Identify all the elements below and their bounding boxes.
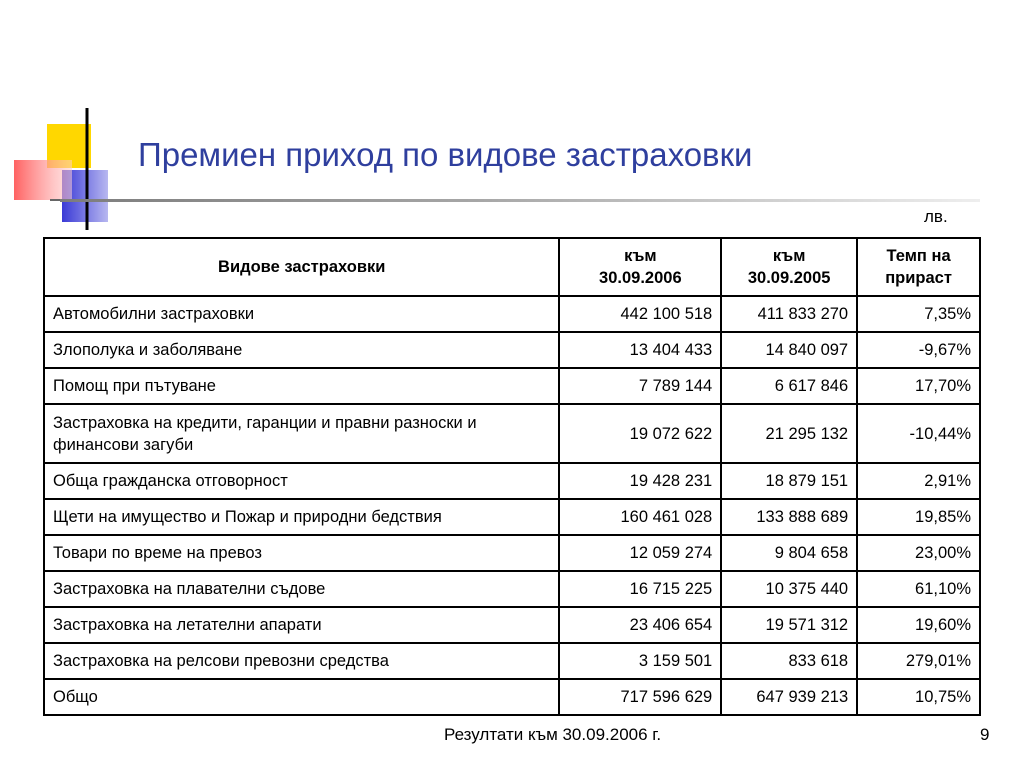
slide-title: Премиен приход по видове застраховки (138, 136, 753, 173)
row-value-2005: 21 295 132 (721, 404, 857, 463)
row-value-2005: 19 571 312 (721, 607, 857, 643)
table-row (44, 535, 980, 571)
row-value-2005: 647 939 213 (721, 679, 857, 715)
decorative-squares-logo (0, 100, 140, 230)
row-name: Злополука и заболяване (44, 332, 559, 368)
header-2005: към 30.09.2005 (721, 238, 857, 296)
row-value-2005: 833 618 (721, 643, 857, 679)
row-growth: 23,00% (857, 535, 980, 571)
row-name: Обща гражданска отговорност (44, 463, 559, 499)
header-insurance-type: Видове застраховки (44, 238, 559, 296)
table-row (44, 296, 980, 332)
row-growth: 279,01% (857, 643, 980, 679)
slide-footer: Резултати към 30.09.2006 г. (444, 725, 662, 744)
row-value-2006: 7 789 144 (559, 368, 721, 404)
table-row (44, 571, 980, 607)
row-name: Застраховка на релсови превозни средства (44, 643, 559, 679)
table-row (44, 607, 980, 643)
row-value-2005: 133 888 689 (721, 499, 857, 535)
row-growth: -10,44% (857, 404, 980, 463)
table-row (44, 499, 980, 535)
row-value-2005: 18 879 151 (721, 463, 857, 499)
row-value-2006: 12 059 274 (559, 535, 721, 571)
row-name: Щети на имущество и Пожар и природни бедствия (44, 499, 559, 535)
row-value-2006: 19 072 622 (559, 404, 721, 463)
row-value-2006: 3 159 501 (559, 643, 721, 679)
premium-income-table (43, 237, 981, 716)
row-value-2006: 23 406 654 (559, 607, 721, 643)
row-name: Общо (44, 679, 559, 715)
table-row (44, 332, 980, 368)
row-name: Застраховка на плавателни съдове (44, 571, 559, 607)
table-total-row (44, 679, 980, 715)
row-name: Застраховка на летателни апарати (44, 607, 559, 643)
row-growth: 19,60% (857, 607, 980, 643)
row-growth: 10,75% (857, 679, 980, 715)
row-name: Застраховка на кредити, гаранции и правни разноски и финансови загуби (44, 404, 559, 463)
table-row (44, 643, 980, 679)
table-header-row (44, 238, 980, 296)
row-value-2006: 16 715 225 (559, 571, 721, 607)
row-growth: 7,35% (857, 296, 980, 332)
row-value-2006: 13 404 433 (559, 332, 721, 368)
row-value-2006: 160 461 028 (559, 499, 721, 535)
row-value-2005: 14 840 097 (721, 332, 857, 368)
row-value-2005: 9 804 658 (721, 535, 857, 571)
row-value-2005: 10 375 440 (721, 571, 857, 607)
row-name: Помощ при пътуване (44, 368, 559, 404)
row-name: Автомобилни застраховки (44, 296, 559, 332)
row-value-2005: 411 833 270 (721, 296, 857, 332)
table-row (44, 463, 980, 499)
table-row (44, 368, 980, 404)
currency-unit-label: лв. (924, 207, 948, 226)
row-growth: 19,85% (857, 499, 980, 535)
row-name: Товари по време на превоз (44, 535, 559, 571)
row-value-2006: 442 100 518 (559, 296, 721, 332)
page-number: 9 (980, 725, 990, 744)
title-divider (60, 199, 980, 202)
row-growth: 61,10% (857, 571, 980, 607)
row-growth: 2,91% (857, 463, 980, 499)
row-growth: 17,70% (857, 368, 980, 404)
row-value-2006: 19 428 231 (559, 463, 721, 499)
table-row (44, 404, 980, 463)
header-2006: към 30.09.2006 (559, 238, 721, 296)
header-growth: Темп на прираст (857, 238, 980, 296)
row-value-2006: 717 596 629 (559, 679, 721, 715)
row-value-2005: 6 617 846 (721, 368, 857, 404)
row-growth: -9,67% (857, 332, 980, 368)
